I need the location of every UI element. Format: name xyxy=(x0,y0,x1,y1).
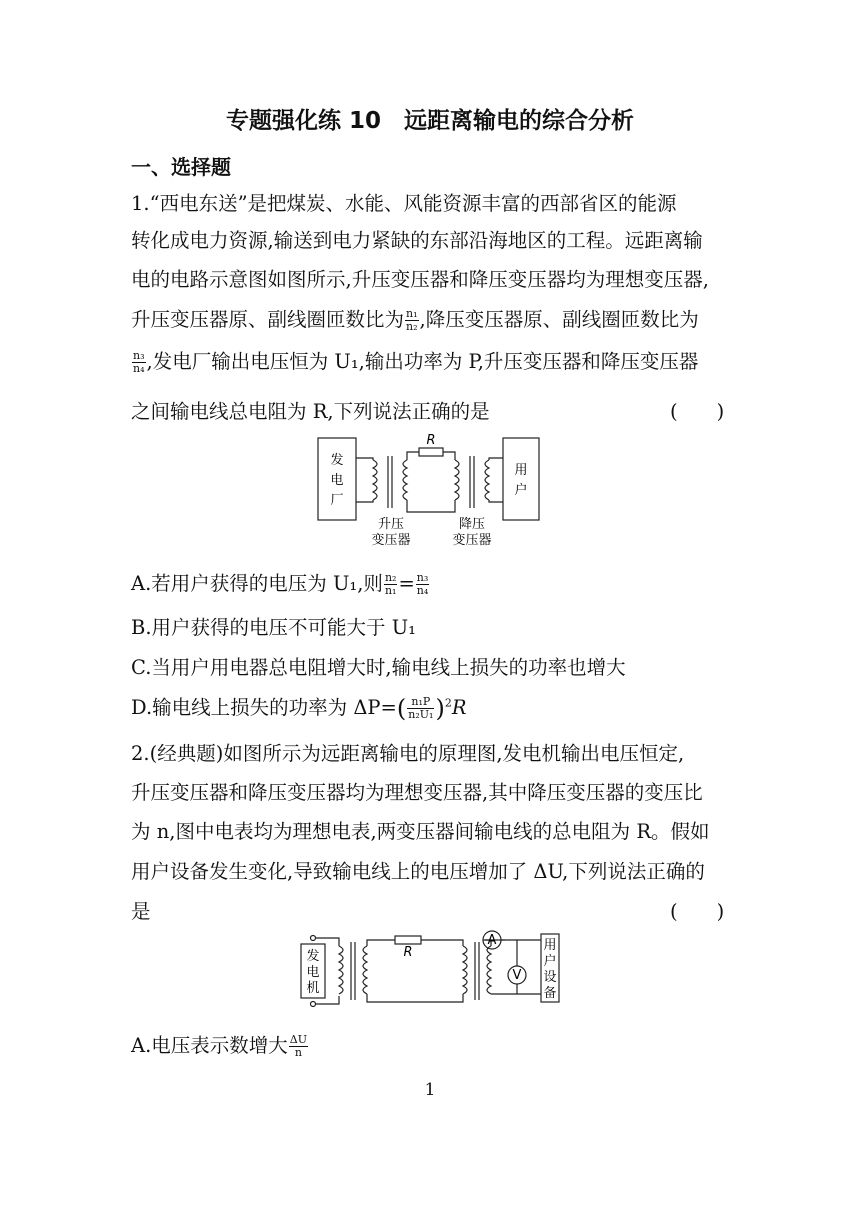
frac-num: n₂ xyxy=(384,571,397,584)
q1-line5-text: ,发电厂输出电压恒为 U₁,输出功率为 P,升压变压器和降压变压器 xyxy=(146,350,699,373)
q1-line5 xyxy=(131,346,698,375)
frac-den: n₂ xyxy=(406,320,418,333)
loss-fraction xyxy=(407,696,434,721)
q1-answer-bracket: ( ) xyxy=(670,400,725,423)
q1-option-a-text: A.若用户获得的电压为 U₁,则 xyxy=(131,572,383,595)
step-up-label-2: 变压器 xyxy=(371,533,411,548)
q2-line4: 用户设备发生变化,导致输电线上的电压增加了 ΔU,下列说法正确的 xyxy=(131,860,705,883)
page-number: 1 xyxy=(424,1080,436,1100)
q2-circuit-diagram xyxy=(295,928,565,1010)
q2-line1: 2.(经典题)如图所示为远距离输电的原理图,发电机输出电压恒定, xyxy=(131,742,685,765)
section-heading: 一、选择题 xyxy=(131,155,231,179)
q1-option-a xyxy=(131,568,430,597)
q1-line2: 转化成电力资源,输送到电力紧缺的东部沿海地区的工程。远距离输 xyxy=(131,229,703,252)
frac-num: n₃ xyxy=(133,349,145,362)
voltmeter-label: V xyxy=(512,968,522,983)
frac-den: n₄ xyxy=(416,584,429,597)
q2-line5: 是 xyxy=(131,900,151,923)
frac-den: n₁ xyxy=(384,584,397,597)
ratio-n3-n4 xyxy=(416,572,430,597)
step-down-label-2: 变压器 xyxy=(452,533,492,548)
q2-option-a xyxy=(131,1030,309,1059)
plant-label-3: 厂 xyxy=(330,493,344,508)
plant-label-1: 发 xyxy=(330,453,344,468)
device-label-4: 备 xyxy=(543,986,557,1001)
q2-line3: 为 n,图中电表均为理想电表,两变压器间输电线的总电阻为 R。假如 xyxy=(131,820,710,843)
step-down-label-1: 降压 xyxy=(458,517,486,532)
resistor xyxy=(395,936,421,944)
ratio-n2-n1 xyxy=(384,572,398,597)
generator-label-1: 发 xyxy=(306,949,320,964)
resistor-label: R xyxy=(403,945,413,960)
generator-label-2: 电 xyxy=(306,965,320,980)
q2-line2: 升压变压器和降压变压器均为理想变压器,其中降压变压器的变压比 xyxy=(131,781,703,804)
q1-option-b: B.用户获得的电压不可能大于 U₁ xyxy=(131,616,416,639)
frac-den: n₂U₁ xyxy=(408,708,434,721)
device-label-2: 户 xyxy=(543,954,557,969)
user-label-1: 用 xyxy=(514,463,528,478)
q1-circuit-diagram xyxy=(315,430,545,550)
frac-num: n₁ xyxy=(406,307,418,320)
user-box xyxy=(503,438,539,520)
generator-label-3: 机 xyxy=(306,981,320,996)
q2-option-a-text: A.电压表示数增大 xyxy=(131,1034,288,1057)
ratio-n1-n2 xyxy=(405,308,419,333)
q2-answer-bracket: ( ) xyxy=(670,900,725,923)
step-up-label-1: 升压 xyxy=(377,517,405,532)
resistance-symbol: R xyxy=(451,696,467,719)
q1-option-c: C.当用户用电器总电阻增大时,输电线上损失的功率也增大 xyxy=(131,656,626,679)
device-label-1: 用 xyxy=(543,938,557,953)
ammeter-label: A xyxy=(487,933,497,948)
q1-line4-text-b: ,降压变压器原、副线圈匝数比为 xyxy=(419,308,699,331)
q1-line3: 电的电路示意图如图所示,升压变压器和降压变压器均为理想变压器, xyxy=(131,268,709,291)
frac-num: ΔU xyxy=(289,1033,307,1046)
ratio-n3-n4 xyxy=(132,350,146,375)
equals-sign: = xyxy=(398,572,415,595)
user-label-2: 户 xyxy=(514,483,528,498)
frac-den: n xyxy=(294,1046,302,1059)
q1-option-d: D.输电线上损失的功率为 ΔP=( $\frac{\text{n₁P}}{\text{n₂U₁}}$ )$^2$R xyxy=(131,694,467,723)
frac-num: n₁P xyxy=(407,696,434,709)
q1-option-d-text: D.输电线上损失的功率为 ΔP= xyxy=(131,696,397,719)
q1-line4 xyxy=(131,304,699,333)
plant-label-2: 电 xyxy=(330,473,344,488)
frac-num: n₃ xyxy=(416,571,429,584)
resistor-label: R xyxy=(426,433,436,448)
frac-den: n₄ xyxy=(133,362,145,375)
q1-line6: 之间输电线总电阻为 R,下列说法正确的是 xyxy=(131,400,490,423)
device-label-3: 设 xyxy=(543,970,557,985)
q1-line4-text-a: 升压变压器原、副线圈匝数比为 xyxy=(131,308,405,331)
delta-u-over-n xyxy=(289,1034,308,1059)
q1-line1: 1.“西电东送”是把煤炭、水能、风能资源丰富的西部省区的能源 xyxy=(131,192,677,215)
page-title: 专题强化练 10 远距离输电的综合分析 xyxy=(225,108,634,134)
resistor xyxy=(419,448,443,456)
